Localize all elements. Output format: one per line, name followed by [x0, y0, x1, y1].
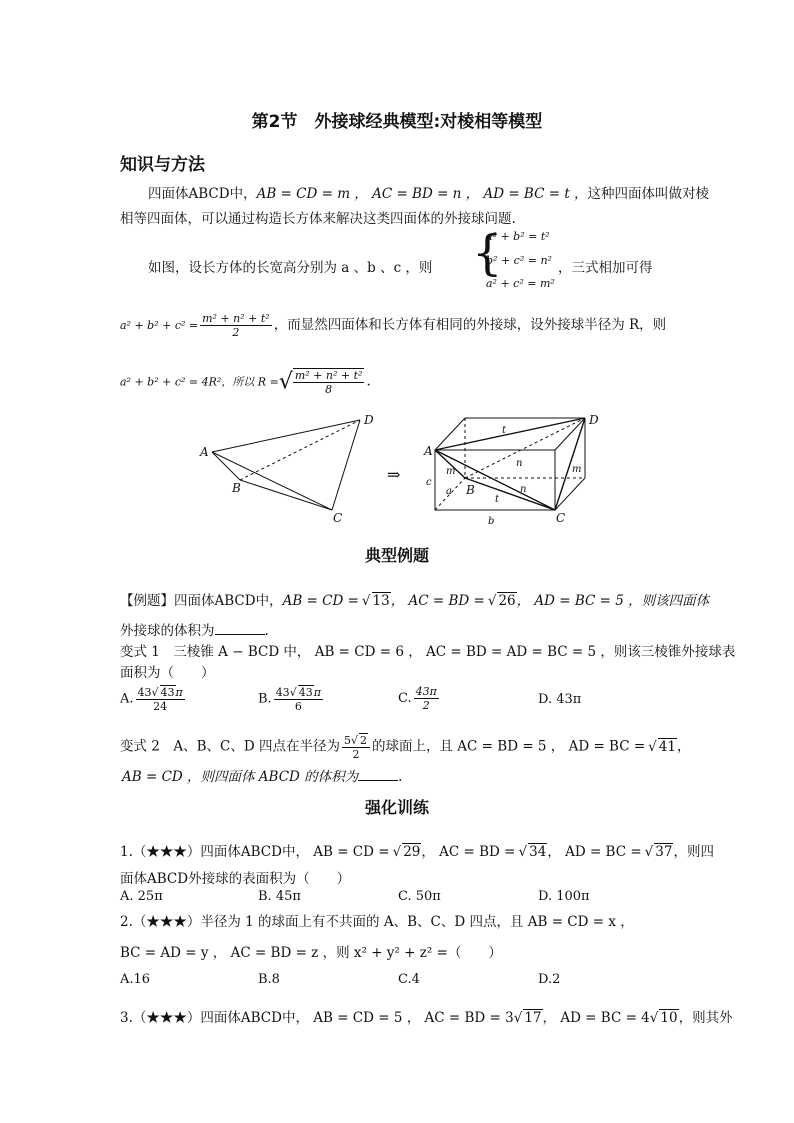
radicand: 17 [524, 1010, 542, 1026]
example-line-1 [120, 589, 709, 609]
fraction-denominator: 2 [352, 748, 360, 761]
system-eq-3: a² + c² = m² [486, 277, 555, 290]
sum-lhs: a² + b² + c² = [120, 319, 199, 332]
variant1-option-c [398, 685, 441, 712]
intro-line-5 [120, 368, 371, 396]
pi: π [313, 686, 321, 699]
radical-sign: √ [648, 738, 657, 755]
label-A-right: A [424, 444, 433, 458]
radicand: 10 [660, 1010, 678, 1026]
question-text: ， AD = BC = [547, 844, 642, 860]
fraction-numerator: m² + n² + t² [202, 312, 270, 325]
option-fraction [414, 685, 439, 712]
question-1-option-a: A. 25π [120, 889, 163, 904]
question-text: ，则四 [673, 844, 714, 860]
question-2-option-c: C.4 [398, 972, 420, 987]
question-2-option-b: B.8 [258, 972, 280, 987]
question-1-line-1 [120, 840, 714, 860]
radical-sign: √ [644, 844, 654, 860]
radical-sign: √ [513, 1010, 523, 1026]
intro-text: 这种四面体叫做对棱 [587, 186, 710, 202]
edge-label-m-left: m [446, 466, 456, 477]
page-title: 第2节 外接球经典模型:对棱相等模型 [251, 112, 543, 132]
radical-sign: √ [278, 369, 293, 395]
fraction-denominator: 8 [325, 383, 333, 396]
variant2-line-1 [120, 733, 690, 761]
edge-label-n-diag: n [516, 458, 523, 469]
radical-sign: √ [487, 593, 497, 609]
radicand: 41 [658, 738, 676, 755]
radicand: 34 [529, 844, 547, 860]
radius-fraction [293, 368, 365, 396]
label-A-left: A [200, 445, 209, 459]
example-eq: AB = CD = [282, 593, 359, 609]
period: . [264, 623, 269, 639]
radicand: 26 [498, 593, 516, 609]
tetrahedron-left [212, 420, 360, 510]
fraction-denominator: 6 [294, 700, 302, 713]
example-text: 外接球的体积为 [120, 623, 215, 639]
intro-line-2: 相等四面体，可以通过构造长方体来解决这类四面体的外接球问题. [120, 211, 516, 227]
comma: ， [676, 738, 691, 755]
example-eq: ， AC = BD = [390, 593, 485, 609]
coefficient: 5 [344, 734, 351, 747]
section-heading-examples: 典型例题 [364, 546, 429, 565]
edge-label-c: c [426, 477, 432, 488]
radicand: 13 [372, 593, 390, 609]
pi: π [175, 686, 183, 699]
question-text: ， AD = BC = 4 [542, 1010, 650, 1026]
section-heading-method: 知识与方法 [120, 155, 205, 175]
radicand: 2 [360, 734, 368, 747]
question-1-option-d: D. 100π [538, 889, 590, 904]
question-2-option-a: A.16 [120, 972, 151, 987]
question-text: 3.（★★★）四面体ABCD中， AB = CD = 5 ， AC = BD = 3 [120, 1010, 514, 1026]
question-1-line-2: 面体ABCD外接球的表面积为（ ） [120, 871, 351, 887]
example-eq: ， AD = BC = 5 ，则该四面体 [516, 593, 710, 609]
intro-line-1 [148, 182, 709, 202]
intro-text: 四面体ABCD中， [148, 186, 257, 202]
option-fraction: $\frac{43√ 43\pi}{24}$ [137, 686, 183, 713]
variant1-option-a [120, 685, 187, 713]
option-label: A. [120, 691, 134, 707]
question-1-option-c: C. 50π [398, 889, 441, 904]
fraction-denominator: 2 [232, 326, 240, 339]
example-line-2 [120, 619, 269, 639]
question-2-line-2: BC = AD = y ， AC = BD = z ，则 x² + y² + z² =（ ） [120, 945, 502, 961]
coefficient: 43 [275, 686, 290, 699]
intro-line-3b: ，三式相加可得 [558, 260, 653, 276]
section-heading-training: 强化训练 [364, 798, 429, 817]
radicand: 43 [160, 686, 175, 699]
period: . [398, 769, 403, 785]
tetrahedron-cuboid-figure [190, 410, 610, 535]
question-2-line-1: 2.（★★★）半径为 1 的球面上有不共面的 A、B、C、D 四点，且 AB = CD = x ， [120, 914, 634, 930]
variant2-text: 的球面上，且 AC = BD = 5 ， AD = BC = [372, 738, 646, 755]
fraction-denominator: 24 [153, 700, 168, 713]
label-B-right: B [466, 483, 475, 497]
example-text: 四面体ABCD中， [174, 593, 283, 609]
intro-equalities: AB = CD = m ， AC = BD = n ， AD = BC = t ， [256, 186, 588, 202]
radicand: 43 [298, 686, 313, 699]
variant1-line-2: 面积为（ ） [120, 665, 215, 681]
question-text: 1.（★★★）四面体ABCD中， AB = CD = [120, 844, 390, 860]
variant2-text: AB = CD ，则四面体 ABCD 的体积为 [122, 769, 359, 785]
edge-label-t-bottom: t [495, 494, 500, 505]
edge-label-m-right: m [572, 464, 582, 475]
radical-sign: √ [392, 844, 402, 860]
radicand: 37 [655, 844, 673, 860]
option-fraction: $\frac{43√ 43\pi}{6}$ [275, 686, 321, 713]
intro-line-3a: 如图，设长方体的长宽高分别为 a 、b 、c ，则 [148, 260, 433, 276]
system-eq-2: b² + c² = n² [486, 254, 552, 267]
coefficient: 43 [137, 686, 152, 699]
radical-sign: √ [518, 844, 528, 860]
intro-line-4 [120, 312, 666, 339]
variant2-line-2 [122, 765, 402, 785]
sum-fraction [200, 312, 272, 339]
variant1-line-1: 变式 1 三棱锥 A − BCD 中， AB = CD = 6 ， AC = BD = AD = BC = 5 ，则该三棱锥外接球表 [120, 644, 736, 660]
edge-label-b: b [488, 516, 495, 527]
variant1-option-d: D. 43π [538, 692, 582, 707]
radicand: 29 [403, 844, 421, 860]
label-D-left: D [364, 413, 374, 427]
question-text: ， AC = BD = [421, 844, 516, 860]
intro-text: ，而显然四面体和长方体有相同的外接球，设外接球半径为 R，则 [273, 317, 667, 333]
system-brace: { [472, 225, 503, 281]
option-label: C. [398, 691, 412, 706]
radical-sign: √ [649, 1010, 659, 1026]
label-B-left: B [232, 481, 241, 495]
answer-blank [215, 622, 265, 635]
fraction-numerator: m² + n² + t² [294, 369, 363, 382]
edge-label-a: a [446, 486, 452, 497]
cuboid-right [435, 418, 585, 510]
fraction-numerator: 43π [415, 685, 437, 698]
question-3-line-1 [120, 1006, 733, 1026]
label-C-right: C [556, 511, 566, 525]
fraction-denominator: 2 [422, 699, 430, 712]
period: . [366, 373, 371, 390]
question-2-option-d: D.2 [538, 972, 561, 987]
radius-fraction: $\frac{5√ 2}{2}$ [342, 733, 370, 761]
variant1-option-b [258, 685, 325, 713]
question-1-option-b: B. 45π [258, 889, 301, 904]
label-D-right: D [589, 413, 599, 427]
answer-blank [358, 768, 398, 781]
edge-label-n-bottom: n [520, 484, 527, 495]
option-label: B. [258, 691, 272, 707]
implies-arrow: ⇒ [387, 465, 401, 484]
variant2-text: 变式 2 A、B、C、D 四点在半径为 [120, 738, 340, 755]
radius-eq: a² + b² + c² = 4R²，所以 R = [120, 375, 279, 389]
label-C-left: C [333, 511, 343, 525]
edge-label-t-top: t [502, 425, 507, 436]
radical-sign: √ [361, 593, 371, 609]
system-eq-1: a² + b² = t² [486, 230, 550, 243]
question-text: ，则其外 [678, 1010, 733, 1026]
example-tag: 【例题】 [120, 593, 174, 609]
